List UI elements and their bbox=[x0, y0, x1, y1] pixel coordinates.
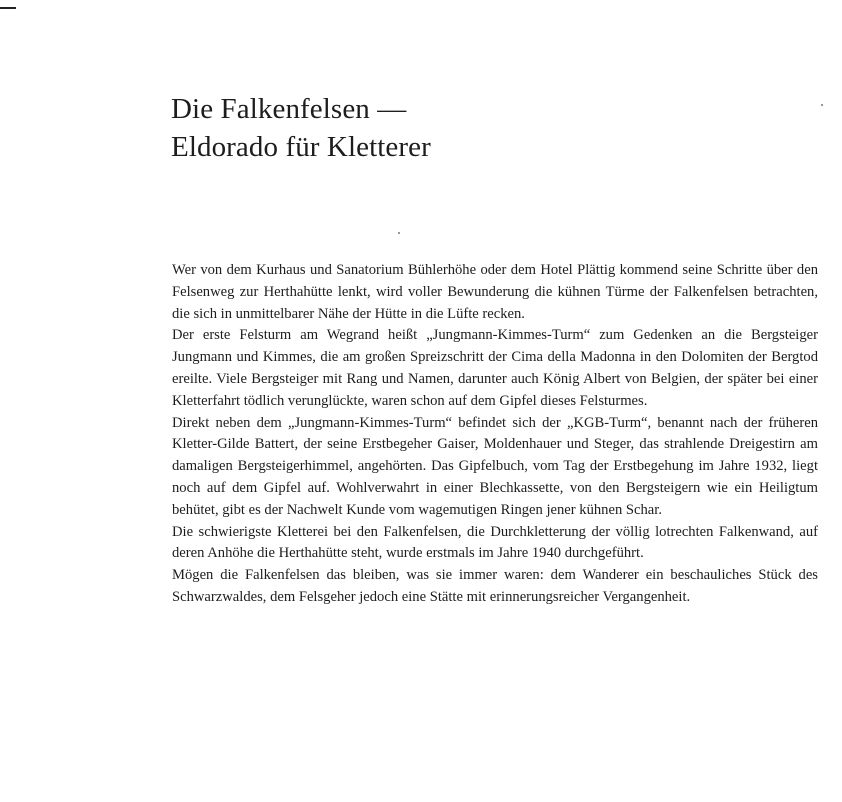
page-title bbox=[171, 90, 431, 166]
paragraph-1: Wer von dem Kurhaus und Sanatorium Bühlerhöhe oder dem Hotel Plättig kommend seine Schritte über den Felsenweg zur Herthahütte lenkt, wird voller Bewunderung die kühnen Türme der Falkenfelsen betrachten, die sich in unmittelbarer Nähe der Hütte in die Lüfte recken. bbox=[172, 262, 818, 322]
paragraph-2: Der erste Felsturm am Wegrand heißt „Jungmann-Kimmes-Turm“ zum Gedenken an die Bergsteiger Jungmann und Kimmes, die am großen Spreizschritt der Cima della Madonna in den Dolomiten der Bergtod ereilte. Viele Bergsteiger mit Rang und Namen, darunter auch König Albert von Belgien, der später bei einer Kletterfahrt tödlich verunglückte, waren schon auf dem Gipfel dieses Felsturmes. bbox=[172, 327, 818, 409]
corner-mark bbox=[0, 7, 16, 9]
paragraph-3: Direkt neben dem „Jungmann-Kimmes-Turm“ befindet sich der „KGB-Turm“, benannt nach der früheren Kletter-Gilde Battert, der seine Erstbegeher Gaiser, Moldenhauer und Steger, das strahlende Dreigestirn am damaligen Bergsteigerhimmel, angehörten. Das Gipfelbuch, vom Tag der Erstbegehung im Jahre 1932, liegt noch auf dem Gipfel auf. Wohlverwahrt in einer Blechkassette, von den Bergsteigern wie ein Heiligtum behütet, gibt es der Nachwelt Kunde vom wagemutigen Ringen jener kühnen Schar. bbox=[172, 414, 818, 518]
paragraph-4: Die schwierigste Kletterei bei den Falkenfelsen, die Durchkletterung der völlig lotrechten Falkenwand, auf deren Anhöhe die Herthahütte steht, wurde erstmals im Jahre 1940 durchgeführt. bbox=[172, 523, 818, 562]
body-text bbox=[172, 260, 818, 609]
page-speck bbox=[398, 232, 400, 234]
title-line-2: Eldorado für Kletterer bbox=[171, 131, 431, 163]
title-line-1: Die Falkenfelsen — bbox=[171, 93, 407, 125]
page-speck bbox=[821, 104, 823, 106]
paragraph-5: Mögen die Falkenfelsen das bleiben, was sie immer waren: dem Wanderer ein beschauliches Stück des Schwarzwaldes, dem Felsgeher jedoch eine Stätte mit erinnerungsreicher Vergangenheit. bbox=[172, 567, 818, 605]
